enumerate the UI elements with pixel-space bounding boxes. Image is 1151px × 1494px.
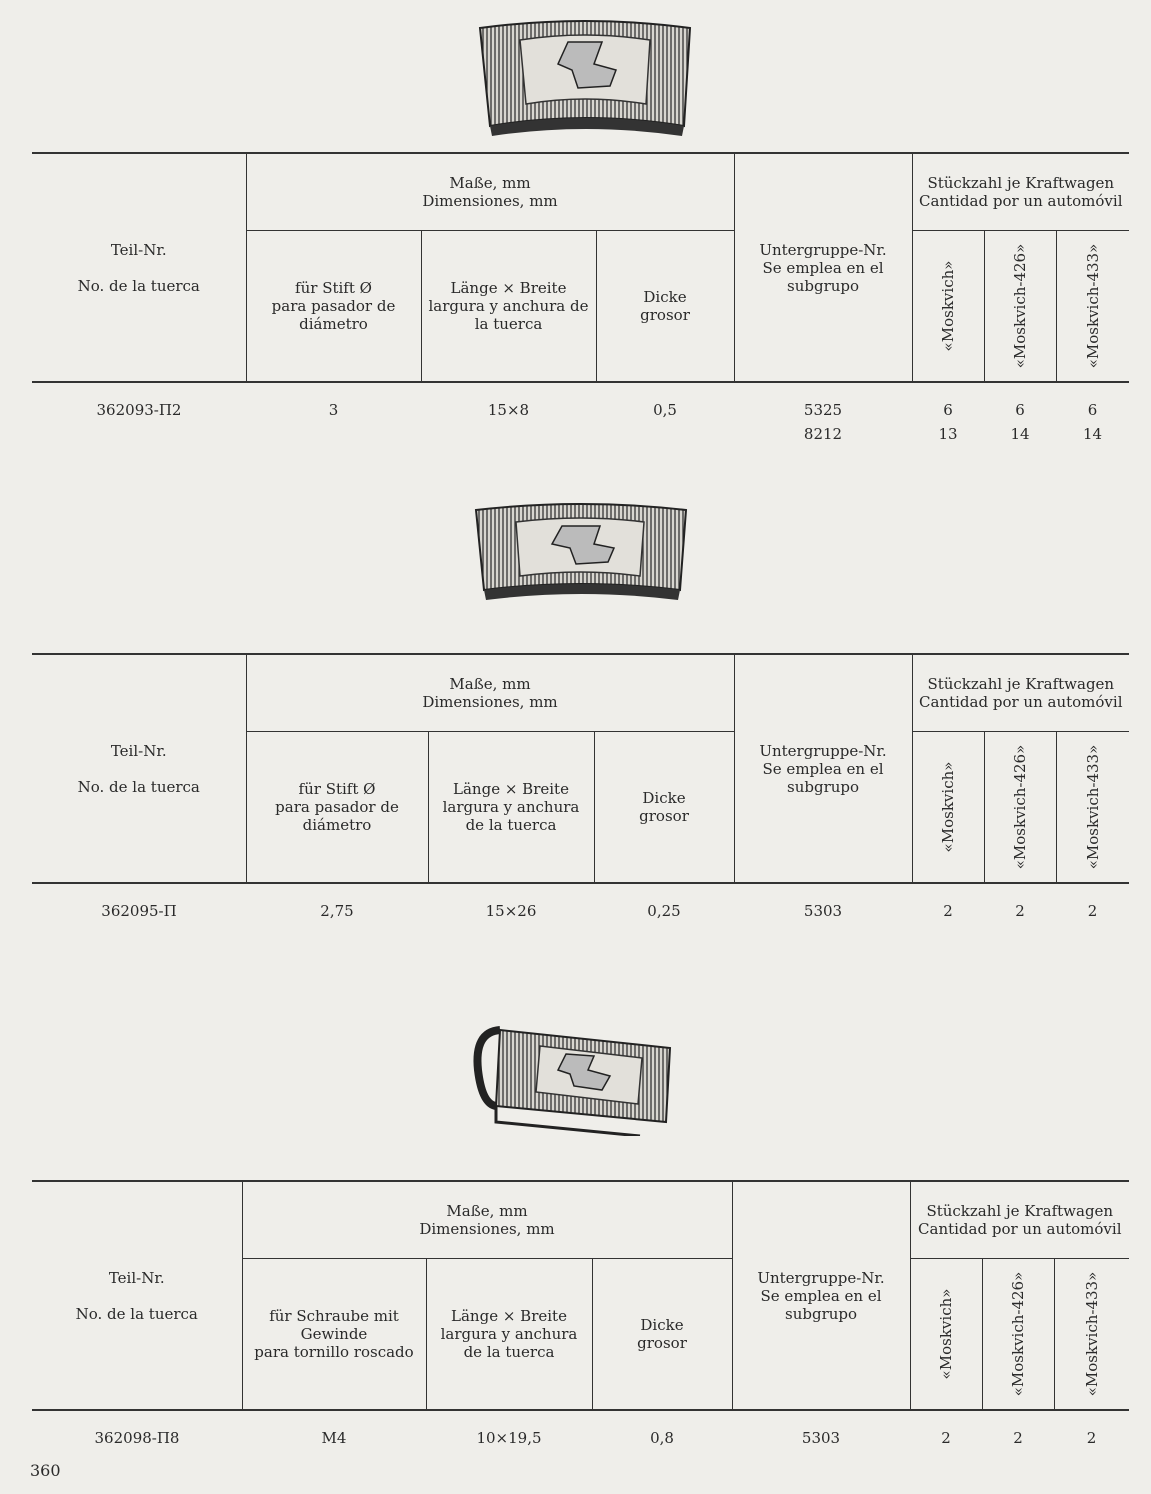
table-row [32, 1410, 1129, 1447]
size: 15×8 [487, 401, 530, 419]
col-dimensions-group: Maße, mm Dimensiones, mm [242, 1181, 732, 1259]
qty-moskvich: 2 [941, 1429, 951, 1447]
col-dimensions-group: Maße, mm Dimensiones, mm [246, 153, 734, 231]
qty-moskvich-433: 2 [1086, 1429, 1097, 1447]
col-moskvich: «Moskvich» [912, 231, 984, 383]
thickness: 0,8 [650, 1429, 674, 1447]
page-number: 360 [30, 1461, 61, 1480]
table-row [32, 382, 1129, 443]
col-untergruppe: Untergruppe-Nr. Se emplea en el subgrupo [734, 153, 912, 382]
col-moskvich-433: «Moskvich-433» [1054, 1259, 1129, 1411]
thickness: 0,5 [653, 401, 677, 419]
col-untergruppe: Untergruppe-Nr. Se emplea en el subgrupo [734, 654, 912, 883]
col-moskvich-433: «Moskvich-433» [1056, 732, 1129, 884]
col-dicke: Dicke grosor [594, 732, 734, 884]
col-teil-nr: Teil-Nr. No. de la tuerca [77, 240, 200, 295]
qty-moskvich-426: 2 [1013, 1429, 1023, 1447]
clip-nut-illustration-3 [470, 1018, 680, 1136]
col-untergruppe: Untergruppe-Nr. Se emplea en el subgrupo [732, 1181, 910, 1410]
col-teil-nr: Teil-Nr. No. de la tuerca [75, 1268, 198, 1323]
col-moskvich-433: «Moskvich-433» [1056, 231, 1129, 383]
size: 10×19,5 [476, 1429, 542, 1447]
screw-thread: M4 [321, 1429, 347, 1447]
col-schraube: für Schraube mit Gewinde para tornillo roscado [242, 1259, 426, 1411]
col-dicke: Dicke grosor [592, 1259, 732, 1411]
qty-moskvich: 6 13 [938, 401, 958, 443]
col-stift: für Stift Ø para pasador de diámetro [246, 732, 428, 884]
pin-diameter: 2,75 [320, 902, 354, 920]
col-laenge: Länge × Breite largura y anchura de la tuerca [421, 231, 596, 383]
col-moskvich-426: «Moskvich-426» [982, 1259, 1054, 1411]
table-row [32, 883, 1129, 920]
spring-nut-illustration-2 [466, 500, 696, 610]
thickness: 0,25 [647, 902, 681, 920]
subgroup: 5303 [801, 1429, 841, 1447]
col-moskvich-426: «Moskvich-426» [984, 732, 1056, 884]
col-dimensions-group: Maße, mm Dimensiones, mm [246, 654, 734, 732]
qty-moskvich-426: 6 14 [1010, 401, 1030, 443]
pin-diameter: 3 [328, 401, 339, 419]
subgroup: 5325 8212 [803, 401, 843, 443]
col-stueckzahl-group: Stückzahl je Kraftwagen Cantidad por un automóvil [910, 1181, 1129, 1259]
col-moskvich: «Moskvich» [912, 732, 984, 884]
parts-table-1 [32, 152, 1129, 443]
col-moskvich-426: «Moskvich-426» [984, 231, 1056, 383]
spring-nut-illustration-1 [470, 18, 700, 146]
subgroup: 5303 [803, 902, 843, 920]
col-moskvich: «Moskvich» [910, 1259, 982, 1411]
col-laenge: Länge × Breite largura y anchura de la tuerca [426, 1259, 592, 1411]
part-number: 362095-П [101, 902, 177, 920]
col-teil-nr: Teil-Nr. No. de la tuerca [77, 741, 200, 796]
col-stift: für Stift Ø para pasador de diámetro [246, 231, 421, 383]
col-dicke: Dicke grosor [596, 231, 734, 383]
size: 15×26 [485, 902, 537, 920]
qty-moskvich-433: 2 [1087, 902, 1098, 920]
qty-moskvich-426: 2 [1015, 902, 1025, 920]
part-number: 362093-П2 [96, 401, 182, 419]
qty-moskvich-433: 6 14 [1082, 401, 1103, 443]
parts-table-3 [32, 1180, 1129, 1447]
col-laenge: Länge × Breite largura y anchura de la tuerca [428, 732, 594, 884]
col-stueckzahl-group: Stückzahl je Kraftwagen Cantidad por un automóvil [912, 654, 1129, 732]
part-number: 362098-П8 [94, 1429, 180, 1447]
parts-table-2 [32, 653, 1129, 920]
col-stueckzahl-group: Stückzahl je Kraftwagen Cantidad por un automóvil [912, 153, 1129, 231]
qty-moskvich: 2 [943, 902, 953, 920]
